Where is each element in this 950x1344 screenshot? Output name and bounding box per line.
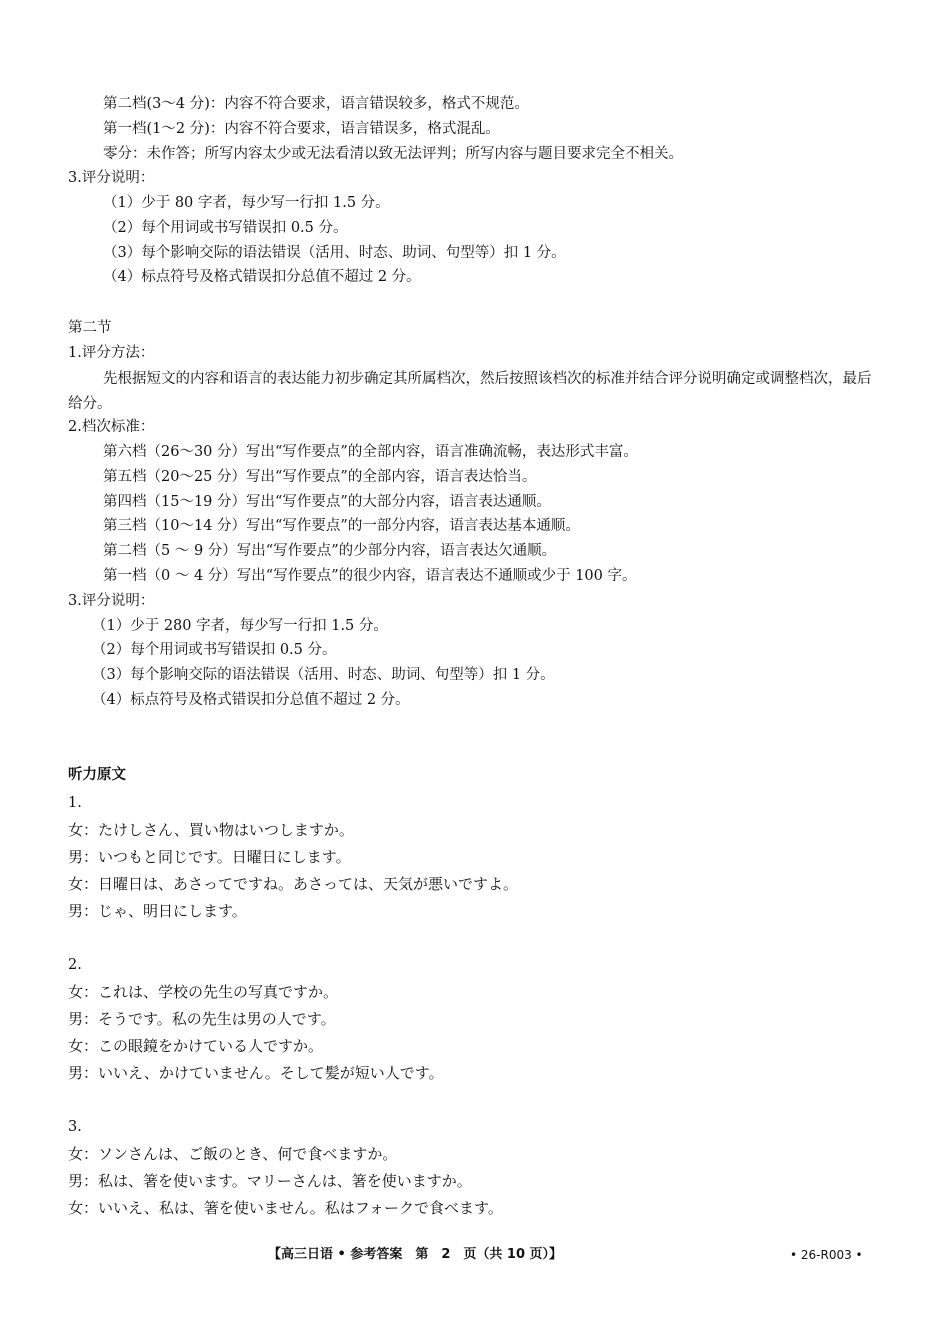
scoring-note: （2）每个用词或书写错误扣 0.5 分。 (103, 220, 348, 236)
scoring-note: （4）标点符号及格式错误扣分总值不超过 2 分。 (92, 692, 410, 708)
dialog-line: 女：ソンさんは、ご飯のとき、何で食べますか。 (68, 1145, 398, 1163)
tier-standard: 第二档（5 ～ 9 分）写出“写作要点”的少部分内容，语言表达欠通顺。 (103, 543, 557, 559)
dialog-line: 女：たけしさん、買い物はいつしますか。 (68, 821, 354, 839)
dialog-line: 男：いつもと同じです。日曜日にします。 (68, 848, 351, 866)
dialog-line: 男：そうです。私の先生は男の人です。 (68, 1010, 336, 1028)
dialog-line: 女：いいえ、私は、箸を使いません。私はフォークで食べます。 (68, 1199, 503, 1217)
listening-heading: 听力原文 (68, 767, 126, 783)
zero-score-criteria: 零分：未作答；所写内容太少或无法看清以致无法评判；所写内容与题目要求完全不相关。 (103, 146, 683, 162)
dialog-line: 男：私は、箸を使います。マリーさんは、箸を使いますか。 (68, 1172, 472, 1190)
tier-1-criteria: 第一档(1～2 分)：内容不符合要求，语言错误多，格式混乱。 (103, 121, 500, 137)
scoring-note: （1）少于 80 字者，每少写一行扣 1.5 分。 (103, 195, 390, 211)
tier-standard: 第五档（20～25 分）写出“写作要点”的全部内容，语言表达恰当。 (103, 469, 537, 485)
scoring-notes-heading: 3.评分说明： (68, 170, 155, 186)
dialog-line: 女：この眼鏡をかけている人ですか。 (68, 1037, 324, 1055)
dialog-line: 女：日曜日は、あさってですね。あさっては、天気が悪いですよ。 (68, 875, 519, 893)
dialog-line: 男：じゃ、明日にします。 (68, 902, 247, 920)
tier-standard: 第三档（10～14 分）写出“写作要点”的一部分内容，语言表达基本通顺。 (103, 518, 580, 534)
scoring-note: （3）每个影响交际的语法错误（活用、时态、助词、句型等）扣 1 分。 (103, 245, 566, 261)
tier-2-criteria: 第二档(3～4 分)：内容不符合要求，语言错误较多，格式不规范。 (103, 96, 529, 112)
tier-standards-heading: 2.档次标准： (68, 419, 155, 435)
dialog-number: 1. (68, 795, 82, 811)
scoring-note: （3）每个影响交际的语法错误（活用、时态、助词、句型等）扣 1 分。 (92, 667, 555, 683)
page-footer: 【高三日语 • 参考答案 第 2 页（共 10 页）】 (268, 1247, 563, 1262)
scoring-method-heading: 1.评分方法： (68, 345, 155, 361)
dialog-line: 男：いいえ、かけていません。そして髪が短い人です。 (68, 1064, 444, 1082)
scoring-note: （1）少于 280 字者，每少写一行扣 1.5 分。 (92, 618, 388, 634)
dialog-number: 3. (68, 1119, 82, 1135)
tier-standard: 第六档（26～30 分）写出“写作要点”的全部内容，语言准确流畅，表达形式丰富。 (103, 444, 638, 460)
scoring-note: （4）标点符号及格式错误扣分总值不超过 2 分。 (103, 269, 421, 285)
document-code: • 26-R003 • (790, 1248, 863, 1262)
tier-standard: 第一档（0 ～ 4 分）写出“写作要点”的很少内容，语言表达不通顺或少于 100 字。 (103, 568, 637, 584)
dialog-number: 2. (68, 957, 82, 973)
tier-standard: 第四档（15～19 分）写出“写作要点”的大部分内容，语言表达通顺。 (103, 494, 551, 510)
dialog-line: 女：これは、学校の先生の写真ですか。 (68, 983, 339, 1001)
scoring-method-text: 先根据短文的内容和语言的表达能力初步确定其所属档次，然后按照该档次的标准并结合评分说明确定或调整档次，最后给分。 (68, 371, 872, 412)
section-heading: 第二节 (68, 320, 112, 336)
scoring-notes-heading: 3.评分说明： (68, 593, 155, 609)
scoring-note: （2）每个用词或书写错误扣 0.5 分。 (92, 642, 337, 658)
